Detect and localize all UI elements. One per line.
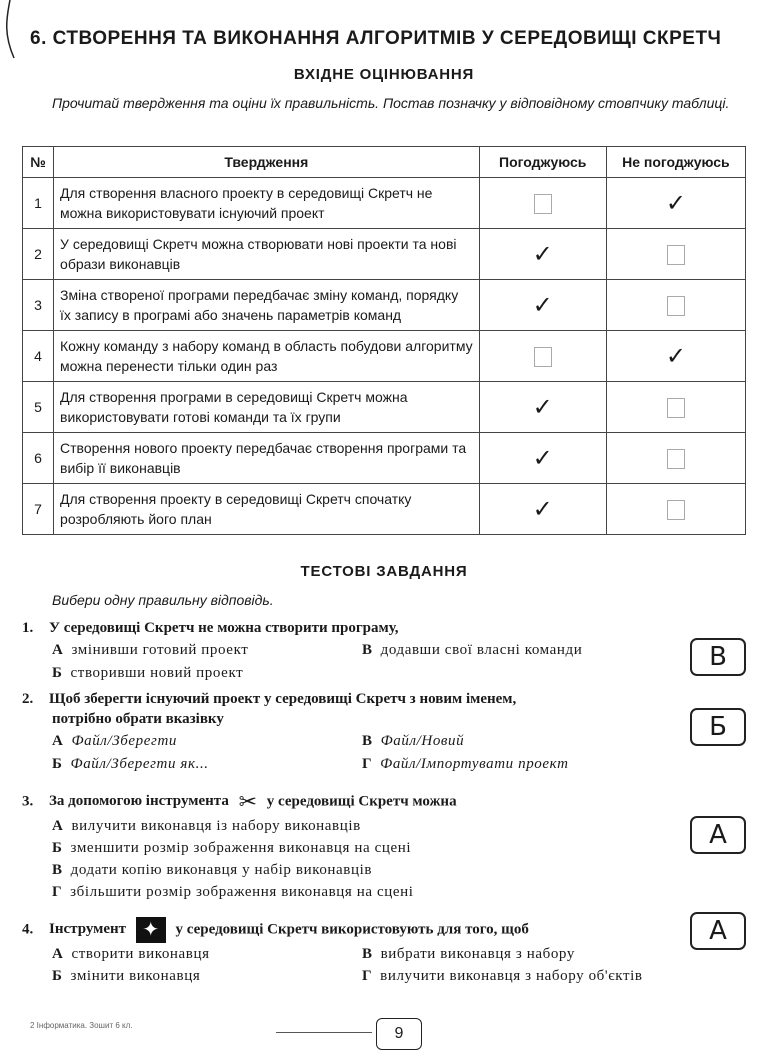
question-4: [22, 917, 529, 943]
tests-instruction: Вибери одну правильну відповідь.: [52, 592, 274, 608]
row-statement: Створення нового проекту передбачає створення програми та вибір її виконавців: [54, 433, 480, 484]
option-g[interactable]: Г вилучити виконавця з набору об'єктів: [362, 968, 643, 984]
option-a[interactable]: А вилучити виконавця із набору виконавців: [52, 818, 361, 834]
question-number: 3.: [22, 793, 34, 810]
question-2: [22, 691, 516, 708]
table-row: [23, 280, 746, 331]
empty-checkbox[interactable]: [667, 500, 685, 520]
empty-checkbox[interactable]: [667, 449, 685, 469]
table-row: [23, 484, 746, 535]
agree-checkbox[interactable]: [479, 178, 606, 229]
question-text: За допомогою інструмента: [49, 793, 229, 810]
row-statement: Кожну команду з набору команд в область побудови алгоритму можна перенести тільки один раз: [54, 331, 480, 382]
answer-box[interactable]: Б: [690, 708, 746, 746]
row-statement: У середовищі Скретч можна створювати нові проекти та нові образи виконавців: [54, 229, 480, 280]
disagree-checkbox[interactable]: [606, 280, 745, 331]
row-number: 5: [23, 382, 54, 433]
row-statement: Для створення програми в середовищі Скретч можна використовувати готові команди та їх групи: [54, 382, 480, 433]
grow-sprite-icon: ✦: [136, 917, 166, 943]
question-3: [22, 789, 457, 815]
question-number: 1.: [22, 620, 34, 636]
option-v[interactable]: В додати копію виконавця у набір виконавців: [52, 862, 373, 878]
option-v[interactable]: В вибрати виконавця з набору: [362, 946, 575, 962]
disagree-checkbox[interactable]: [606, 382, 745, 433]
disagree-checkbox[interactable]: [606, 484, 745, 535]
option-g[interactable]: Г Файл/Імпортувати проект: [362, 756, 569, 772]
section-title: ВХІДНЕ ОЦІНЮВАННЯ: [293, 66, 475, 83]
row-number: 7: [23, 484, 54, 535]
col-agree: Погоджуюсь: [479, 147, 606, 178]
option-b[interactable]: Б змінити виконавця: [52, 968, 201, 984]
row-statement: Зміна створеної програми передбачає зміну команд, порядку їх запису в програмі або значень параметрів команд: [54, 280, 480, 331]
option-b[interactable]: Б зменшити розмір зображення виконавця на сцені: [52, 840, 412, 856]
row-number: 3: [23, 280, 54, 331]
footer-line: [276, 1032, 372, 1033]
disagree-checkbox[interactable]: ✓: [606, 331, 745, 382]
row-number: 2: [23, 229, 54, 280]
row-statement: Для створення власного проекту в середовищі Скретч не можна використовувати існуючий проект: [54, 178, 480, 229]
empty-checkbox[interactable]: [534, 194, 552, 214]
option-a[interactable]: А змінивши готовий проект: [52, 642, 249, 658]
col-statement: Твердження: [54, 147, 480, 178]
agree-checkbox[interactable]: ✓: [479, 433, 606, 484]
question-1: [22, 620, 399, 637]
question-text: Інструмент: [49, 921, 127, 938]
answer-box[interactable]: А: [690, 816, 746, 854]
row-number: 1: [23, 178, 54, 229]
agree-checkbox[interactable]: ✓: [479, 484, 606, 535]
page-title: 6. СТВОРЕННЯ ТА ВИКОНАННЯ АЛГОРИТМІВ У СЕРЕДОВИЩІ СКРЕТЧ: [30, 28, 722, 49]
option-v[interactable]: В додавши свої власні команди: [362, 642, 583, 658]
answer-box[interactable]: В: [690, 638, 746, 676]
empty-checkbox[interactable]: [667, 245, 685, 265]
question-text-after: у середовищі Скретч використовують для того, щоб: [175, 921, 529, 938]
question-text: Щоб зберегти існуючий проект у середовищі Скретч з новим іменем,: [49, 691, 517, 707]
agree-checkbox[interactable]: [479, 331, 606, 382]
agree-checkbox[interactable]: ✓: [479, 229, 606, 280]
question-text-after: у середовищі Скретч можна: [266, 793, 457, 810]
option-g[interactable]: Г збільшити розмір зображення виконавця на сцені: [52, 884, 414, 900]
table-row: [23, 229, 746, 280]
question-text-cont: потрібно обрати вказівку: [52, 711, 224, 727]
margin-curve: [0, 0, 20, 60]
row-number: 6: [23, 433, 54, 484]
option-b[interactable]: Б Файл/Зберегти як...: [52, 756, 209, 772]
answer-box[interactable]: А: [690, 912, 746, 950]
table-row: [23, 382, 746, 433]
option-a[interactable]: А створити виконавця: [52, 946, 210, 962]
question-number: 2.: [22, 691, 34, 707]
table-row: [23, 433, 746, 484]
disagree-checkbox[interactable]: ✓: [606, 178, 745, 229]
tests-title: ТЕСТОВІ ЗАВДАННЯ: [300, 563, 468, 580]
scissors-icon: ✂: [238, 789, 258, 814]
row-number: 4: [23, 331, 54, 382]
instruction-text: Прочитай твердження та оціни їх правильність. Постав позначку у відповідному стовпчику таблиці.: [52, 95, 730, 111]
statements-table: [22, 146, 746, 535]
footer-text: 2 Інформатика. Зошит 6 кл.: [30, 1021, 133, 1030]
disagree-checkbox[interactable]: [606, 229, 745, 280]
table-row: [23, 178, 746, 229]
empty-checkbox[interactable]: [667, 296, 685, 316]
table-row: [23, 331, 746, 382]
empty-checkbox[interactable]: [534, 347, 552, 367]
col-number: №: [23, 147, 54, 178]
option-a[interactable]: А Файл/Зберегти: [52, 733, 177, 749]
empty-checkbox[interactable]: [667, 398, 685, 418]
agree-checkbox[interactable]: ✓: [479, 382, 606, 433]
question-text: У середовищі Скретч не можна створити програму,: [49, 620, 399, 636]
disagree-checkbox[interactable]: [606, 433, 745, 484]
col-disagree: Не погоджуюсь: [606, 147, 745, 178]
page-number: 9: [376, 1018, 422, 1050]
row-statement: Для створення проекту в середовищі Скретч спочатку розробляють його план: [54, 484, 480, 535]
option-b[interactable]: Б створивши новий проект: [52, 665, 244, 681]
option-v[interactable]: В Файл/Новий: [362, 733, 465, 749]
question-number: 4.: [22, 921, 34, 938]
agree-checkbox[interactable]: ✓: [479, 280, 606, 331]
